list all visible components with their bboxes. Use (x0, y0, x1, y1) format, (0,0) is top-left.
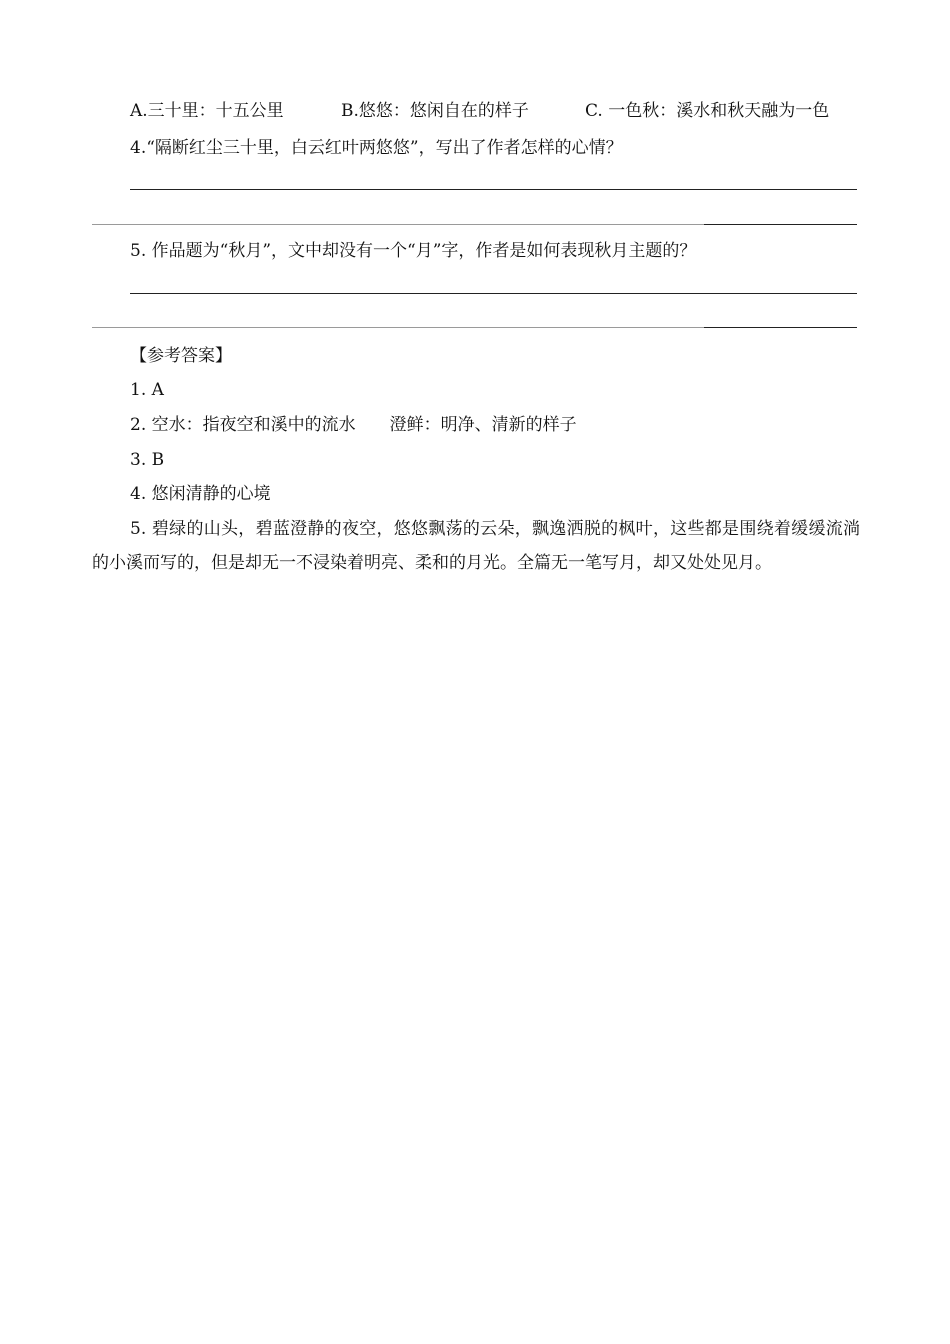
answer-line-q5-1[interactable] (130, 293, 857, 294)
answer-5: 5. 碧绿的山头，碧蓝澄静的夜空，悠悠飘荡的云朵，飘逸洒脱的枫叶，这些都是围绕着缓缓流淌的小溪而写的，但是却无一不浸染着明亮、柔和的月光。全篇无一笔写月，却又处处见月。 (92, 519, 860, 573)
answer-line-q4-2[interactable] (92, 224, 704, 225)
answer-4: 4. 悠闲清静的心境 (130, 484, 271, 504)
answer-line-q4-2-end (704, 224, 857, 225)
answers-heading: 【参考答案】 (130, 346, 232, 366)
answer-1: 1. A (130, 380, 164, 400)
answer-line-q4-1[interactable] (130, 189, 857, 190)
answer-3: 3. B (130, 450, 165, 470)
answer-line-q5-2-end (704, 327, 857, 328)
option-c: C. 一色秋：溪水和秋天融为一色 (585, 101, 830, 121)
answer-2: 2. 空水：指夜空和溪中的流水 澄鲜：明净、清新的样子 (130, 415, 577, 435)
option-b: B.悠悠：悠闲自在的样子 (341, 101, 529, 121)
option-a: A.三十里：十五公里 (130, 101, 284, 121)
question-4: 4.“隔断红尘三十里，白云红叶两悠悠”，写出了作者怎样的心情？ (130, 138, 623, 158)
question-3-options (130, 100, 870, 122)
question-5: 5. 作品题为“秋月”，文中却没有一个“月”字，作者是如何表现秋月主题的？ (130, 241, 697, 261)
answer-line-q5-2[interactable] (92, 327, 704, 328)
